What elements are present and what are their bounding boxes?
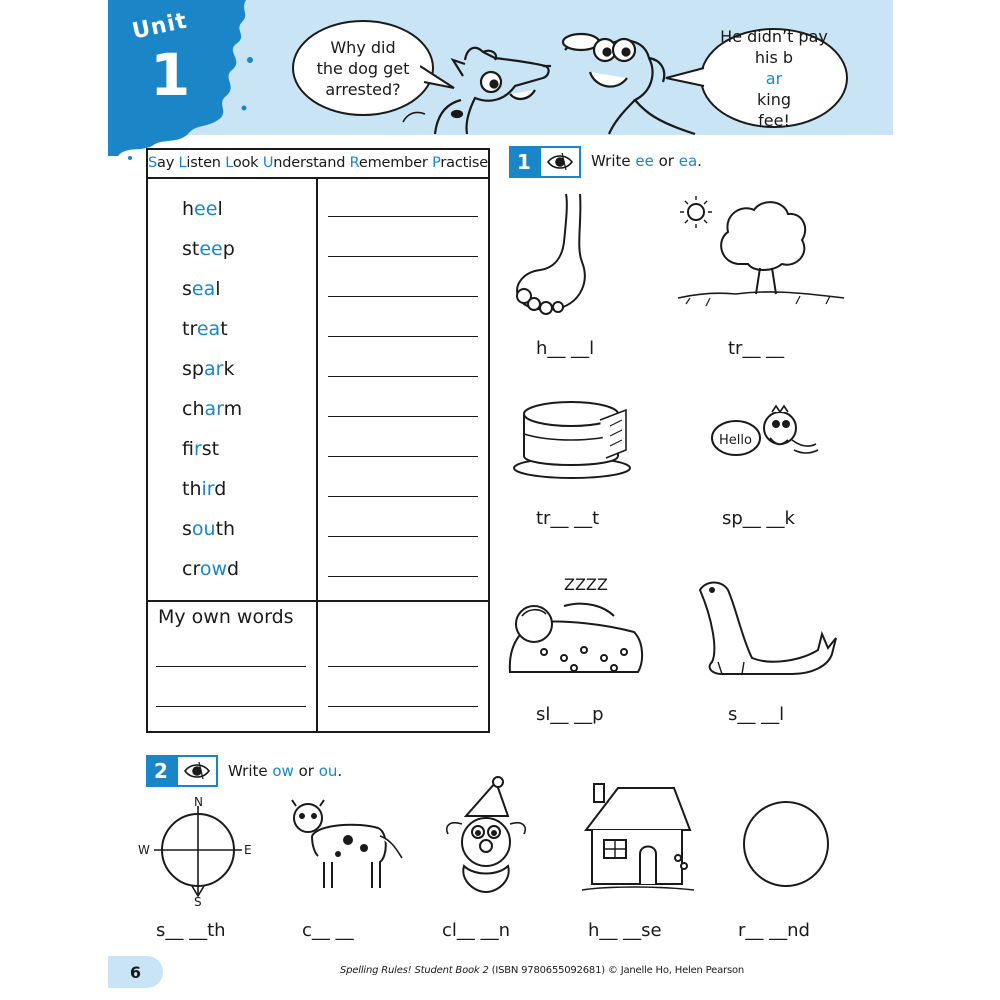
exercise-2-prompt[interactable]: r__ __nd — [738, 920, 810, 941]
writing-line[interactable] — [328, 666, 478, 667]
spelling-word: spark — [182, 358, 235, 380]
exercise-2-prompt[interactable]: c__ __ — [302, 920, 354, 941]
unit-label: Unit — [130, 8, 190, 45]
compass-west: W — [138, 843, 150, 857]
sleep-label: ZZZZ — [564, 575, 608, 594]
writing-line[interactable] — [328, 706, 478, 707]
house-illustration — [578, 778, 696, 900]
exercise-2-prompt[interactable]: s__ __th — [156, 920, 226, 941]
exercise-2-badge — [146, 755, 218, 787]
eye-icon — [176, 755, 218, 787]
tree-illustration — [676, 194, 846, 320]
bubble-highlight: ar — [765, 68, 783, 88]
bubble-question-line: the dog get — [316, 58, 410, 78]
exercise-2-prompt[interactable]: cl__ __n — [442, 920, 511, 941]
writing-line[interactable] — [328, 456, 478, 457]
strategy-look: Look — [225, 155, 259, 171]
footer-citation: Spelling Rules! Student Book 2 (ISBN 9780655092681) © Janelle Ho, Helen Pearson — [340, 965, 745, 976]
exercise-1-prompt[interactable]: sl__ __p — [536, 704, 604, 725]
unit-number: 1 — [150, 41, 191, 109]
writing-line[interactable] — [328, 216, 478, 217]
writing-line[interactable] — [328, 576, 478, 577]
hello-boy-illustration — [710, 404, 820, 474]
bubble-question-line: arrested? — [325, 79, 401, 99]
writing-line[interactable] — [328, 416, 478, 417]
dogs-illustration — [395, 30, 715, 135]
divider — [146, 600, 490, 602]
speech-bubble-answer — [700, 28, 848, 128]
exercise-1-prompt[interactable]: s__ __l — [728, 704, 785, 725]
exercise-1-badge — [509, 146, 581, 178]
exercise-number: 1 — [509, 146, 539, 178]
cow-illustration — [288, 796, 406, 896]
strategy-say: Say — [148, 155, 175, 171]
spelling-word: first — [182, 438, 220, 460]
sleeping-child-illustration — [504, 572, 646, 678]
compass-south: S — [194, 895, 202, 906]
strategy-listen: Listen — [178, 155, 221, 171]
spelling-word: crowd — [182, 558, 240, 580]
exercise-1-prompt[interactable]: tr__ __t — [536, 508, 600, 529]
strategy-practise: Practise — [432, 155, 488, 171]
spelling-word: steep — [182, 238, 235, 260]
strategy-understand: Understand — [262, 155, 346, 171]
writing-line[interactable] — [328, 536, 478, 537]
writing-line[interactable] — [156, 706, 306, 707]
writing-line[interactable] — [328, 496, 478, 497]
exercise-1-instruction: Write ee or ea. — [591, 152, 702, 170]
eye-icon — [539, 146, 581, 178]
own-words-label: My own words — [158, 606, 294, 628]
spelling-word: third — [182, 478, 227, 500]
circle-illustration — [740, 798, 832, 890]
writing-line[interactable] — [328, 256, 478, 257]
bubble-question-line: Why did — [330, 37, 396, 57]
cake-illustration — [510, 386, 634, 482]
exercise-2-instruction: Write ow or ou. — [228, 762, 343, 780]
divider — [316, 177, 318, 733]
exercise-1-prompt[interactable]: h__ __l — [536, 338, 595, 359]
spelling-word: treat — [182, 318, 228, 340]
writing-line[interactable] — [328, 296, 478, 297]
seal-illustration — [692, 578, 842, 678]
bubble-answer-line: fee! — [758, 110, 790, 130]
writing-line[interactable] — [156, 666, 306, 667]
page-number: 6 — [108, 956, 163, 988]
spelling-word: heel — [182, 198, 223, 220]
exercise-2-prompt[interactable]: h__ __se — [588, 920, 662, 941]
exercise-number: 2 — [146, 755, 176, 787]
exercise-1-prompt[interactable]: tr__ __ — [728, 338, 785, 359]
bubble-answer-line: his b ar king — [720, 47, 828, 110]
clown-illustration — [438, 776, 534, 900]
slurp-strategy-row — [146, 148, 490, 178]
compass-east: E — [244, 843, 252, 857]
spelling-word: seal — [182, 278, 221, 300]
bubble-answer-line: He didn’t pay — [720, 26, 828, 46]
writing-line[interactable] — [328, 336, 478, 337]
divider — [146, 177, 490, 179]
exercise-1-prompt[interactable]: sp__ __k — [722, 508, 795, 529]
spelling-word: charm — [182, 398, 243, 420]
compass-north: N — [194, 795, 203, 809]
compass-illustration — [134, 794, 260, 906]
hello-label: Hello — [719, 433, 752, 448]
spelling-word: south — [182, 518, 236, 540]
strategy-remember: Remember — [349, 155, 428, 171]
writing-line[interactable] — [328, 376, 478, 377]
foot-illustration — [510, 192, 630, 322]
